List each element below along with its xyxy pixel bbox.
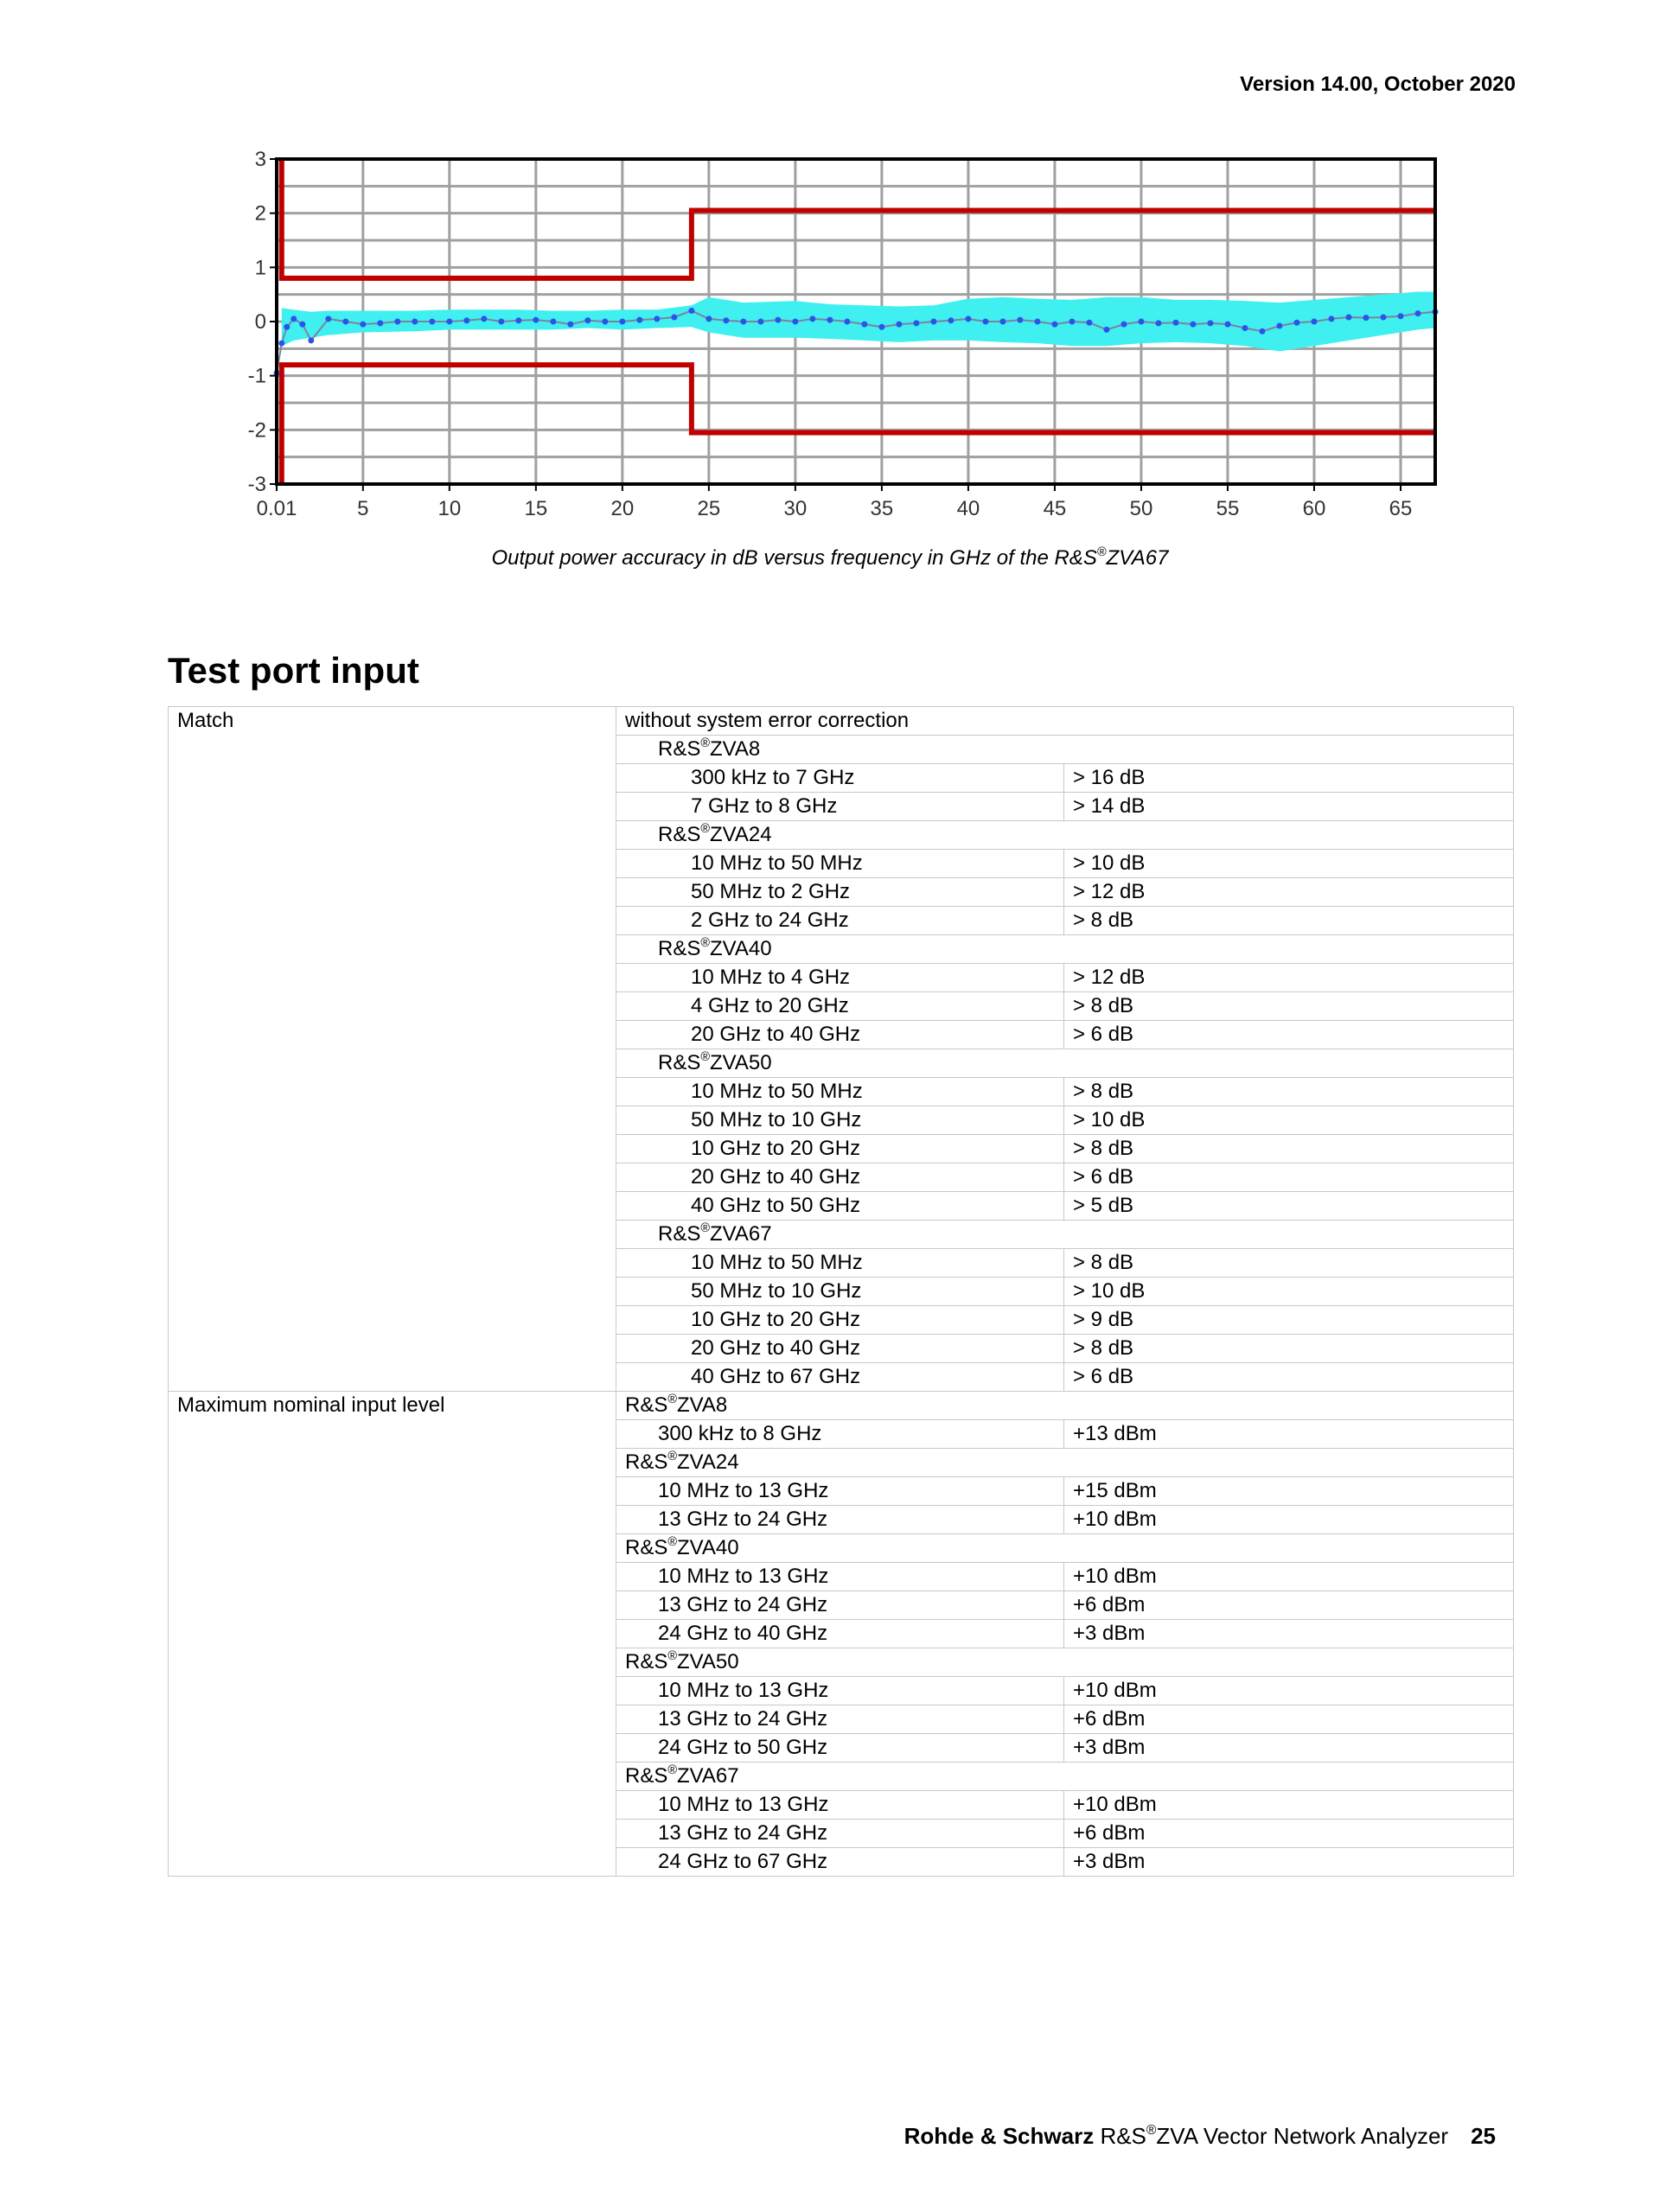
frequency-range-cell: 10 MHz to 13 GHz [616, 1791, 1064, 1820]
y-tick-label: 1 [254, 256, 266, 280]
value-cell: > 8 dB [1064, 1135, 1514, 1163]
model-name: ZVA24 [709, 823, 772, 846]
measured-point [723, 317, 729, 323]
measured-point [1051, 322, 1057, 328]
measured-point [1311, 319, 1317, 325]
measured-point [792, 319, 798, 325]
brand-prefix: R&S [658, 1051, 701, 1074]
frequency-range-cell: 13 GHz to 24 GHz [616, 1705, 1064, 1734]
value-cell: > 8 dB [1064, 1335, 1514, 1363]
measured-point [878, 324, 884, 330]
value-cell: +10 dBm [1064, 1506, 1514, 1534]
frequency-range-cell: 4 GHz to 20 GHz [616, 992, 1064, 1021]
reg-mark: ® [700, 1221, 710, 1235]
frequency-range-cell: 10 MHz to 13 GHz [616, 1477, 1064, 1506]
upper-limit-line [282, 159, 1435, 278]
chart-caption [0, 546, 1660, 571]
frequency-range-cell: 10 MHz to 50 MHz [616, 1078, 1064, 1106]
frequency-range-cell: 40 GHz to 67 GHz [616, 1363, 1064, 1392]
measured-point [740, 319, 746, 325]
value-cell: +15 dBm [1064, 1477, 1514, 1506]
frequency-range-cell: 13 GHz to 24 GHz [616, 1820, 1064, 1848]
measured-point [584, 317, 591, 323]
measured-point [360, 322, 366, 328]
value-cell: > 14 dB [1064, 793, 1514, 821]
measured-point [602, 319, 608, 325]
measured-point [1328, 316, 1334, 322]
frequency-range-cell: 10 MHz to 13 GHz [616, 1563, 1064, 1591]
y-tick-label: 2 [254, 201, 266, 226]
measured-point [1380, 314, 1386, 320]
measured-point [446, 319, 452, 325]
frequency-range-cell: 10 MHz to 13 GHz [616, 1677, 1064, 1705]
value-cell: +3 dBm [1064, 1848, 1514, 1877]
measured-point [948, 317, 954, 323]
frequency-range-cell: 50 MHz to 10 GHz [616, 1106, 1064, 1135]
measured-point [550, 319, 556, 325]
measured-point [671, 314, 677, 320]
footer-reg: ® [1146, 2123, 1157, 2139]
value-cell: +3 dBm [1064, 1734, 1514, 1763]
measured-point [533, 317, 539, 323]
measured-point [412, 319, 418, 325]
frequency-range-cell: 10 MHz to 4 GHz [616, 964, 1064, 992]
measured-point [325, 316, 331, 322]
measured-point [757, 319, 763, 325]
measured-point [567, 322, 573, 328]
model-name: ZVA8 [676, 1393, 728, 1417]
x-tick-label: 40 [956, 497, 980, 520]
frequency-range-cell: 2 GHz to 24 GHz [616, 907, 1064, 935]
measured-point [844, 319, 850, 325]
footer-product-prefix: R&S [1100, 2123, 1146, 2149]
x-tick-label: 45 [1043, 497, 1067, 520]
measured-point [1345, 314, 1351, 320]
value-cell: +10 dBm [1064, 1563, 1514, 1591]
version-header: Version 14.00, October 2020 [1240, 73, 1516, 96]
measured-point [654, 316, 660, 322]
value-cell: +10 dBm [1064, 1677, 1514, 1705]
frequency-range-cell: 20 GHz to 40 GHz [616, 1163, 1064, 1192]
measured-point [913, 320, 919, 326]
model-cell [616, 1049, 1514, 1078]
measured-point [619, 319, 625, 325]
measured-point [1242, 325, 1248, 331]
brand-prefix: R&S [625, 1450, 668, 1474]
model-name: ZVA67 [709, 1222, 772, 1246]
measured-point [429, 319, 435, 325]
value-cell: > 5 dB [1064, 1192, 1514, 1221]
footer-product: ZVA Vector Network Analyzer [1156, 2123, 1449, 2149]
measured-point [1259, 328, 1265, 335]
reg-mark: ® [667, 1534, 677, 1549]
measured-point [775, 317, 781, 323]
table-row [169, 1392, 1514, 1420]
frequency-range-cell: 24 GHz to 50 GHz [616, 1734, 1064, 1763]
measured-point [982, 319, 988, 325]
measured-point [299, 322, 305, 328]
measured-point [515, 317, 521, 323]
model-name: ZVA50 [709, 1051, 772, 1074]
frequency-range-cell: 10 MHz to 50 MHz [616, 1249, 1064, 1278]
reg-mark: ® [700, 736, 710, 750]
model-cell [616, 1392, 1514, 1420]
match-label: Match [169, 707, 616, 1392]
frequency-range-cell: 50 MHz to 2 GHz [616, 878, 1064, 907]
footer-brand: Rohde & Schwarz [903, 2123, 1095, 2149]
value-cell: > 9 dB [1064, 1306, 1514, 1335]
x-tick-label: 35 [870, 497, 894, 520]
model-name: ZVA40 [676, 1536, 739, 1559]
measured-point [377, 320, 383, 326]
frequency-range-cell: 20 GHz to 40 GHz [616, 1021, 1064, 1049]
model-cell [616, 821, 1514, 850]
measured-point [481, 316, 487, 322]
measured-point [278, 341, 284, 347]
measured-point [290, 316, 297, 322]
frequency-range-cell: 10 MHz to 50 MHz [616, 850, 1064, 878]
measured-point [284, 324, 290, 330]
reg-mark: ® [667, 1392, 677, 1406]
x-tick-label: 30 [783, 497, 808, 520]
model-cell [616, 1449, 1514, 1477]
brand-prefix: R&S [625, 1650, 668, 1673]
caption-suffix: ZVA67 [1106, 546, 1169, 570]
brand-prefix: R&S [625, 1764, 668, 1788]
frequency-range-cell: 13 GHz to 24 GHz [616, 1506, 1064, 1534]
brand-prefix: R&S [658, 823, 701, 846]
frequency-range-cell: 10 GHz to 20 GHz [616, 1135, 1064, 1163]
model-name: ZVA50 [676, 1650, 739, 1673]
frequency-range-cell: 20 GHz to 40 GHz [616, 1335, 1064, 1363]
reg-mark: ® [700, 821, 710, 836]
frequency-range-cell: 300 kHz to 8 GHz [616, 1420, 1064, 1449]
brand-prefix: R&S [625, 1536, 668, 1559]
measured-point [1103, 327, 1109, 333]
measured-point [827, 317, 833, 323]
brand-prefix: R&S [625, 1393, 668, 1417]
value-cell: > 12 dB [1064, 964, 1514, 992]
measured-point [861, 322, 867, 328]
y-tick-label: -2 [247, 418, 266, 443]
measured-point [1363, 315, 1369, 321]
measured-point [688, 308, 694, 314]
value-cell: > 10 dB [1064, 850, 1514, 878]
value-cell: +6 dBm [1064, 1591, 1514, 1620]
frequency-range-cell: 10 GHz to 20 GHz [616, 1306, 1064, 1335]
value-cell: > 6 dB [1064, 1021, 1514, 1049]
model-name: ZVA40 [709, 937, 772, 960]
reg-mark: ® [667, 1648, 677, 1663]
caption-reg: ® [1096, 545, 1107, 559]
value-cell: +3 dBm [1064, 1620, 1514, 1648]
measured-point [498, 319, 504, 325]
value-cell: > 16 dB [1064, 764, 1514, 793]
x-tick-label: 65 [1389, 497, 1413, 520]
section-title: Test port input [168, 650, 419, 691]
value-cell: > 8 dB [1064, 992, 1514, 1021]
y-tick-label: 0 [254, 310, 266, 334]
x-tick-label: 5 [357, 497, 369, 520]
frequency-range-cell: 13 GHz to 24 GHz [616, 1591, 1064, 1620]
measured-point [342, 319, 348, 325]
condition-cell: without system error correction [616, 707, 1514, 736]
measured-point [1034, 319, 1040, 325]
measured-point [1414, 310, 1421, 316]
x-tick-label: 20 [610, 497, 635, 520]
lower-limit-line [282, 365, 1435, 484]
model-cell [616, 1763, 1514, 1791]
brand-prefix: R&S [658, 1222, 701, 1246]
model-cell [616, 1648, 1514, 1677]
measured-point [809, 316, 815, 322]
page-footer [904, 2123, 1496, 2150]
y-tick-label: -1 [247, 364, 266, 388]
value-cell: > 6 dB [1064, 1363, 1514, 1392]
value-cell: +6 dBm [1064, 1820, 1514, 1848]
value-cell: +10 dBm [1064, 1791, 1514, 1820]
value-cell: > 6 dB [1064, 1163, 1514, 1192]
value-cell: +6 dBm [1064, 1705, 1514, 1734]
reg-mark: ® [667, 1763, 677, 1777]
measured-point [1069, 319, 1075, 325]
measured-point [1172, 320, 1178, 326]
model-name: ZVA8 [709, 737, 761, 761]
model-cell [616, 1221, 1514, 1249]
frequency-range-cell: 7 GHz to 8 GHz [616, 793, 1064, 821]
test-port-input-table [168, 706, 1514, 1877]
measured-point [463, 317, 469, 323]
frequency-range-cell: 24 GHz to 67 GHz [616, 1848, 1064, 1877]
reg-mark: ® [700, 935, 710, 950]
reg-mark: ® [667, 1449, 677, 1463]
x-tick-label: 10 [437, 497, 462, 520]
model-cell [616, 1534, 1514, 1563]
value-cell: > 8 dB [1064, 1249, 1514, 1278]
x-tick-label: 50 [1129, 497, 1153, 520]
value-cell: +13 dBm [1064, 1420, 1514, 1449]
x-tick-label: 25 [697, 497, 721, 520]
value-cell: > 10 dB [1064, 1106, 1514, 1135]
measured-point [1138, 319, 1144, 325]
measured-point [1293, 320, 1299, 326]
measured-point [1276, 323, 1282, 329]
frequency-range-cell: 300 kHz to 7 GHz [616, 764, 1064, 793]
value-cell: > 12 dB [1064, 878, 1514, 907]
x-tick-label: 60 [1302, 497, 1326, 520]
brand-prefix: R&S [658, 937, 701, 960]
measured-point [1207, 320, 1213, 326]
measured-point [706, 316, 712, 322]
measured-point [1120, 322, 1127, 328]
x-tick-label: 0.01 [256, 497, 297, 520]
max-input-level-label: Maximum nominal input level [169, 1392, 616, 1877]
measured-point [999, 319, 1006, 325]
measured-point [394, 319, 400, 325]
frequency-range-cell: 24 GHz to 40 GHz [616, 1620, 1064, 1648]
brand-prefix: R&S [658, 737, 701, 761]
value-cell: > 8 dB [1064, 1078, 1514, 1106]
measured-point [1155, 320, 1161, 326]
y-tick-label: -3 [247, 473, 266, 496]
measured-point [896, 322, 902, 328]
measured-point [965, 316, 971, 322]
caption-prefix: Output power accuracy in dB versus frequency in GHz of the R&S [491, 546, 1097, 570]
measured-point [1190, 322, 1196, 328]
measured-point [1017, 317, 1023, 323]
value-cell: > 10 dB [1064, 1278, 1514, 1306]
x-tick-label: 15 [524, 497, 548, 520]
output-power-accuracy-chart [242, 147, 1452, 527]
measured-point [1086, 320, 1092, 326]
measured-point [1224, 322, 1230, 328]
measured-point [1397, 313, 1403, 319]
table-row [169, 707, 1514, 736]
model-name: ZVA67 [676, 1764, 739, 1788]
measured-point [308, 337, 314, 343]
reg-mark: ® [700, 1049, 710, 1064]
value-cell: > 8 dB [1064, 907, 1514, 935]
y-tick-label: 3 [254, 148, 266, 171]
measured-point [636, 317, 642, 323]
model-cell [616, 736, 1514, 764]
measured-point [930, 319, 936, 325]
page-number: 25 [1471, 2123, 1496, 2149]
frequency-range-cell: 40 GHz to 50 GHz [616, 1192, 1064, 1221]
model-name: ZVA24 [676, 1450, 739, 1474]
x-tick-label: 55 [1216, 497, 1240, 520]
model-cell [616, 935, 1514, 964]
frequency-range-cell: 50 MHz to 10 GHz [616, 1278, 1064, 1306]
